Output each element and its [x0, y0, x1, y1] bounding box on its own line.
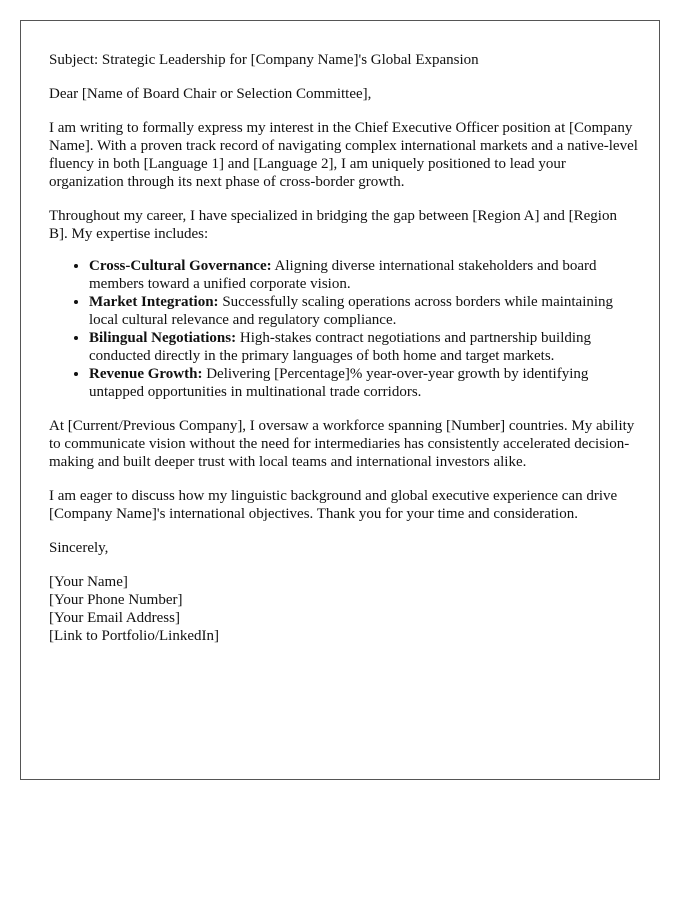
expertise-title: Revenue Growth: — [89, 366, 203, 382]
closing-paragraph: I am eager to discuss how my linguistic background and global executive experience can drive [Company Name]'s international objectives. Thank you for your time and consideration. — [49, 488, 618, 522]
list-item — [89, 257, 639, 293]
experience-paragraph: At [Current/Previous Company], I oversaw a workforce spanning [Number] countries. My ability to communicate vision without the need for intermediaries has consistently accelerated decision-making and built deeper trust with local teams and international investors alike. — [49, 418, 635, 470]
greeting: Dear [Name of Board Chair or Selection Committee], — [49, 86, 372, 102]
expertise-text: Delivering [Percentage]% year-over-year growth by identifying untapped opportunities in multinational trade corridors. — [89, 366, 589, 400]
list-item — [89, 365, 639, 401]
signature-block — [49, 573, 639, 645]
subject-line: Subject: Strategic Leadership for [Company Name]'s Global Expansion — [49, 52, 479, 68]
expertise-text: Aligning diverse international stakeholders and board members toward a unified corporate vision. — [89, 258, 597, 292]
list-item — [89, 329, 639, 365]
signature-name: [Your Name] — [49, 574, 128, 590]
signature-email: [Your Email Address] — [49, 610, 180, 626]
expertise-text: High-stakes contract negotiations and partnership building conducted directly in the primary languages of both home and target markets. — [89, 330, 592, 364]
list-item — [89, 293, 639, 329]
expertise-title: Cross-Cultural Governance: — [89, 258, 272, 274]
signature-phone: [Your Phone Number] — [49, 592, 183, 608]
intro-paragraph: I am writing to formally express my interest in the Chief Executive Officer position at [Company Name]. With a proven track record of navigating complex international markets and a native-level fluency in both [Language 1] and [Language 2], I am uniquely positioned to lead your organization through its next phase of cross-border growth. — [49, 120, 638, 190]
expertise-title: Market Integration: — [89, 294, 219, 310]
expertise-list — [49, 257, 639, 401]
expertise-text: Successfully scaling operations across borders while maintaining local cultural relevance and regulatory compliance. — [89, 294, 614, 328]
closing-salutation: Sincerely, — [49, 540, 109, 556]
letter-body — [49, 51, 639, 645]
signature-link: [Link to Portfolio/LinkedIn] — [49, 628, 219, 644]
expertise-title: Bilingual Negotiations: — [89, 330, 237, 346]
letter-frame — [20, 20, 660, 780]
career-paragraph: Throughout my career, I have specialized in bridging the gap between [Region A] and [Region B]. My expertise includes: — [49, 208, 617, 242]
